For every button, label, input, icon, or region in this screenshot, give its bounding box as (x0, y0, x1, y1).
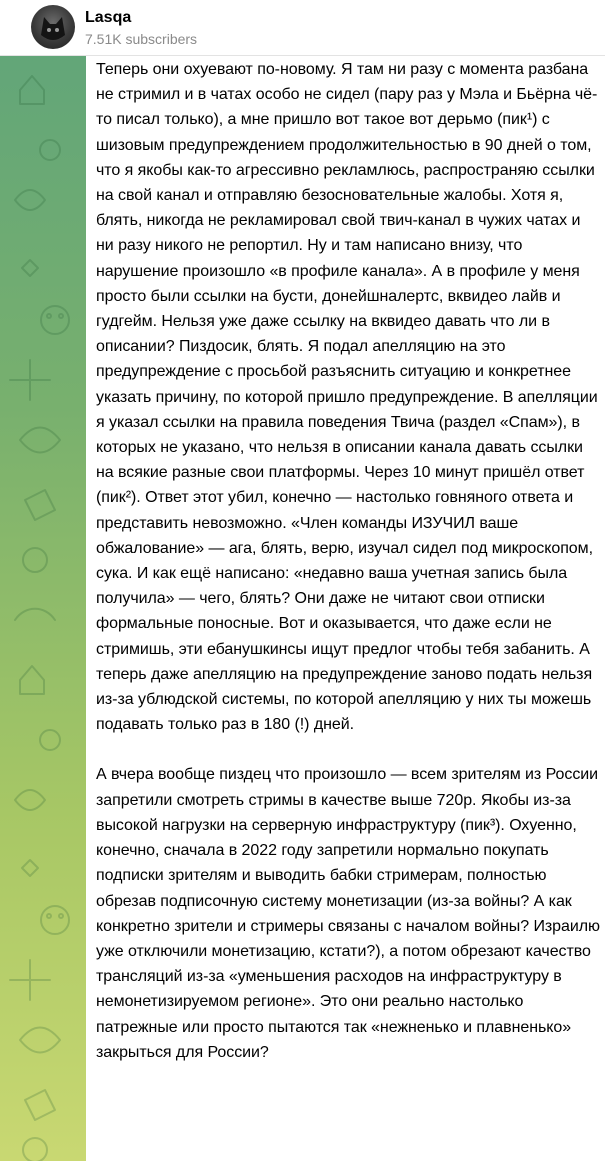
message-paragraph-1: Теперь они охуевают по-новому. Я там ни разу с момента разбана не стримил и в чатах особо не сидел (пару раз у Мэла и Бьёрна чё-то писал только), а мне пришло вот такое вот дерьмо (пик¹) с шизовым предупреждением продолжительностью в 90 дней о том, что я якобы как-то агрессивно рекламлюсь, распространяю ссылки на свой канал и отправляю безосновательные жалобы. Хотя я, блять, никогда не рекламировал свой твич-канал в чужих чатах и ни разу никого не репортил. Ну и там написано внизу, что нарушение произошло «в профиле канала». А в профиле у меня просто были ссылки на бусти, донейшналертс, вквидео лайв и гудгейм. Нельзя уже даже ссылку на вквидео давать что ли в описании? Пиздосик, блять. Я подал апелляцию на это предупреждение с просьбой разъяснить ситуацию и конкретнее указать причину, по которой пришло предупреждение. В апелляции я указал ссылки на правила поведения Твича (раздел «Спам»), в которых не указано, что нельзя в описании канала давать ссылки на всякие разные свои платформы. Через 10 минут пришёл ответ (пик²). Ответ этот убил, конечно — настолько говняного ответа и представить невозможно. «Член команды ИЗУЧИЛ ваше обжалование» — ага, блять, верю, изучал сидел под микроскопом, сука. И как ещё написано: «недавно ваша учетная запись была получила» — чего, блять? Они даже не читают свои отписки формальные поносные. Вот и оказывается, что даже если не стримишь, эти ебанушкинсы ищут предлог чтобы тебя забанить. А теперь даже апелляцию на предупреждение заново подать нельзя из-за ублюдской системы, по которой апелляцию у них ты можешь подавать только раз в 180 (!) дней. (96, 61, 598, 734)
message-paragraph-2: А вчера вообще пиздец что произошло — всем зрителям из России запретили смотреть стримы в качестве выше 720p. Якобы из-за высокой нагрузки на серверную инфраструктуру (пик³). Охуенно, конечно, сначала в 2022 году запретили нормально покупать подписки зрителям и выводить бабки стримерам, полностью обрезав подписочную систему монетизации (из-за войны? А как конкретно зрители и стримеры связаны с началом войны? Израилю уже отключили монетизацию, кстати?), а потом обрезают качество трансляций из-за «уменьшения расходов на инфраструктуру в немонетизируемом регионе». Это они реально настолько патрежные или просто пытаются так «нежненько и плавненько» закрыться для России? (96, 766, 600, 1061)
message-bubble (86, 56, 605, 1161)
subscriber-count: 7.51K subscribers (85, 31, 198, 47)
message-text (96, 57, 601, 1065)
channel-avatar[interactable] (31, 5, 75, 49)
cat-avatar-icon (31, 5, 75, 49)
channel-header[interactable] (0, 0, 605, 56)
channel-name[interactable]: Lasqa (85, 9, 132, 26)
